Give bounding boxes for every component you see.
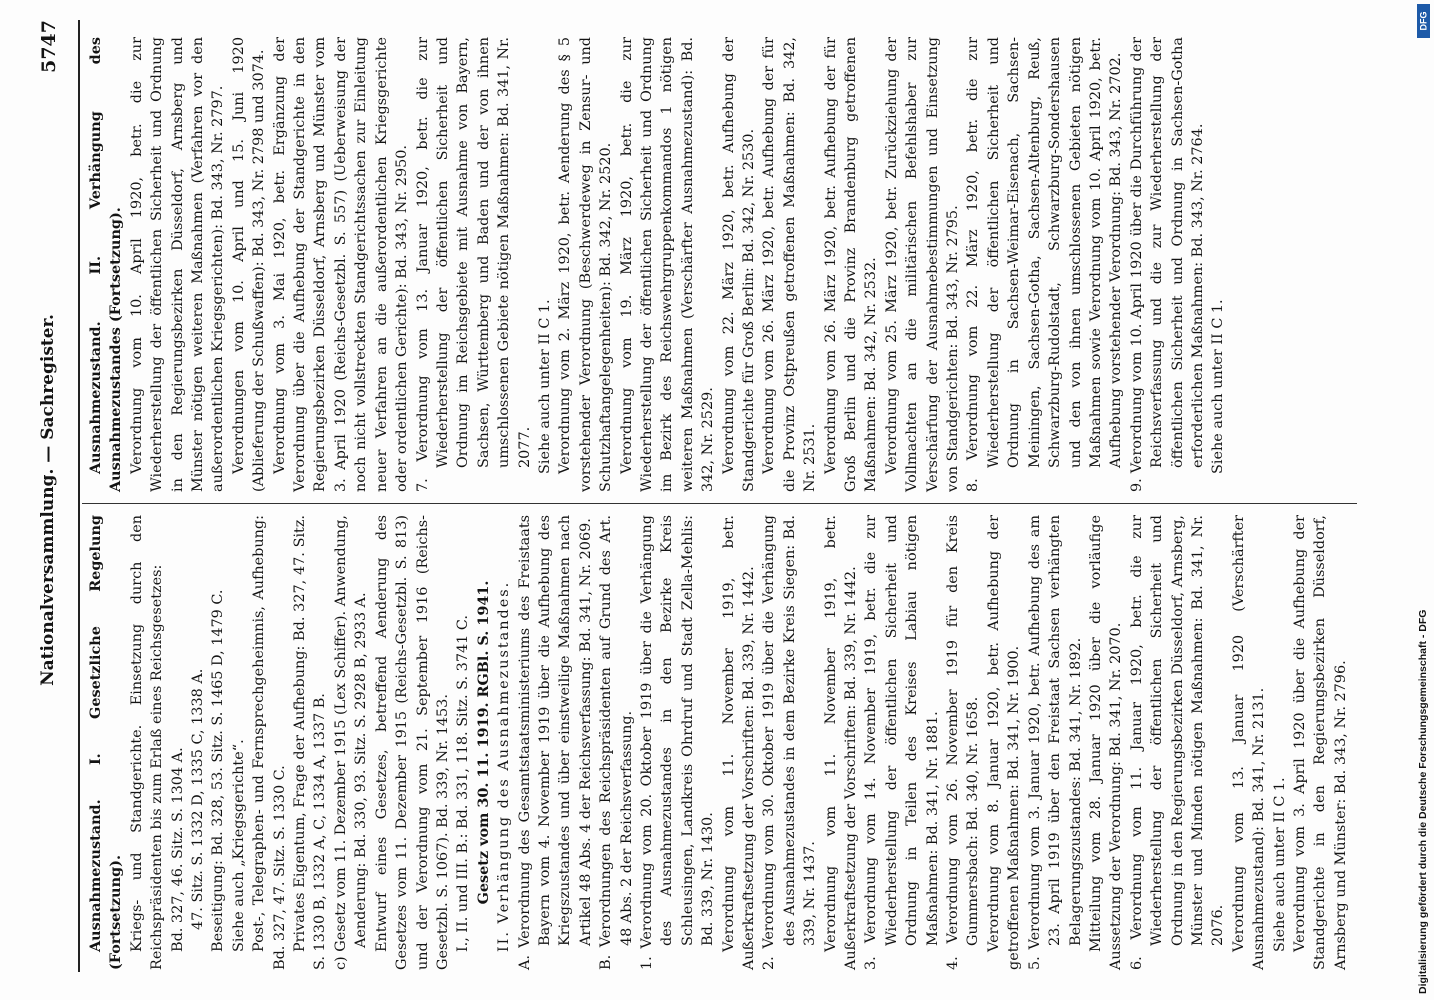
entry-text: Verordnung vom 2. März 1920, betr. Aenderung des § 5 vorstehender Verordnung (Beschwerdeweg in Zensur- und Schutzhaftangelegenheiten): Bd. 342, Nr. 2520. bbox=[557, 37, 615, 492]
entry-text: Verordnung vom 3. April 1920 über die Aufhebung der Standgerichte in den Regierungsbezirken Düsseldorf, Arnsberg und Münster: Bd. 343, Nr. 2796. bbox=[1291, 515, 1349, 970]
entry-text: Siehe auch „Kriegsgerichte“. bbox=[230, 739, 247, 952]
entry-text: Bd. 327, 46. Sitz. S. 1304 A. bbox=[169, 747, 186, 952]
entry-text: Verordnung vom 10. April 1920, betr. die zur Wiederherstellung der öffentlichen Sicherheit und Ordnung in den Regierungsbezirken Düsseldorf, Arnsberg und Münster nötigen weiteren Maßnahmen (Verfahren vor den außerordentlichen Kriegsgerichten): Bd. 343, Nr. 2797. bbox=[128, 37, 227, 492]
entry-text: 3. Verordnung vom 14. November 1919, betr. die zur Wiederherstellung der öffentlichen Sicherheit und Ordnung in Teilen des Kreises Labiau nötigen Maßnahmen: Bd. 341, Nr. 1881. bbox=[863, 515, 941, 970]
entry-text: Verordnung vom 11. November 1919, betr. Außerkraftsetzung der Vorschriften: Bd. 339, Nr. 1442. bbox=[720, 515, 757, 970]
entry-text: c) Gesetz vom 11. Dezember 1915 (Lex Schiffer). Anwendung, Aenderung: Bd. 330, 93. Sitz. S. 2928 B, 2933 A. bbox=[332, 515, 370, 970]
entry-text: Privates Eigentum, Frage der Aufhebung: Bd. 327, 47. Sitz. S. 1330 B, 1332 A, C, 1334 A, 1337 B. bbox=[292, 515, 329, 970]
section-heading: Ausnahmezustand. I. Gesetzliche Regelung (Fortsetzung). bbox=[87, 515, 125, 970]
entry-text: Mitteilung vom 28. Januar 1920 über die vorläufige Aussetzung der Verordnung: Bd. 341, Nr. 2070. bbox=[1087, 515, 1125, 970]
entry-text: Post-, Telegraphen- und Fernsprechgeheimnis, Aufhebung: Bd. 327, 47. Sitz. S. 1330 C. bbox=[251, 515, 288, 970]
entry-text: Verordnung vom 25. März 1920, betr. Zurückziehung der Vollmachten an die militärischen Befehlshaber zur Verschärfung der Ausnahmebestimmungen und Einsetzung von Standgerichten: Bd. 343, Nr. 2795. bbox=[883, 37, 962, 492]
digitization-credit: Digitalisierung gefördert durch die Deutsche Forschungsgemeinschaft - DFG bbox=[1417, 609, 1429, 994]
entry-text: Verordnung vom 19. März 1920, betr. die zur Wiederherstellung der öffentlichen Sicherheit und Ordnung im Bezirk des Reichswehrgruppenkommandos 1 nötigen weiteren Maßnahmen (Verschärfter Ausnahmezustand): Bd. 342, Nr. 2529. bbox=[618, 37, 717, 492]
column-divider bbox=[82, 503, 1357, 504]
entry-text: 6. Verordnung vom 11. Januar 1920, betr. die zur Wiederherstellung der öffentlichen Sicherheit und Ordnung in den Regierungsbezirken Düsseldorf, Arnsberg, Münster und Minden nötigen Maßnahmen: Bd. 341, Nr. 2076. bbox=[1128, 515, 1227, 970]
entry-text: Verordnung vom 13. Januar 1920 (Verschärfter Ausnahmezustand): Bd. 341, Nr. 2131. bbox=[1230, 515, 1268, 970]
entry-text: Beseitigung: Bd. 328, 53. Sitz. S. 1465 D, 1479 C. bbox=[210, 589, 227, 952]
entry-text: B. Verordnungen des Reichspräsidenten auf Grund des Art. 48 Abs. 2 der Reichsverfassung. bbox=[598, 515, 635, 970]
entry-text: Kriegs- und Standgerichte. Einsetzung durch den Reichspräsidenten bis zum Erlaß eines Reichsgesetzes: bbox=[128, 515, 166, 970]
entry-text: 5. Verordnung vom 3. Januar 1920, betr. Aufhebung des am 23. April 1919 über den Freistaat Sachsen verhängten Belagerungszustandes: Bd. 341, Nr. 1892. bbox=[1026, 515, 1084, 970]
left-column bbox=[86, 515, 1351, 970]
section-heading: Ausnahmezustand. II. Verhängung des Ausnahmezustandes (Fortsetzung). bbox=[87, 37, 125, 492]
entry-text: Verordnung vom 26. März 1920, betr. Aufhebung der für die Provinz Ostpreußen getroffenen Maßnahmen: Bd. 342, Nr. 2531. bbox=[761, 37, 819, 492]
entry-text: 9. Verordnung vom 10. April 1920 über die Durchführung der Reichsverfassung und die zur Wiederherstellung der öffentlichen Sicherheit und Ordnung in Sachsen-Gotha erforderlichen Maßnahmen: Bd. 343, Nr. 2764. bbox=[1128, 37, 1206, 492]
entry-text: Verordnungen vom 10. April und 15. Juni 1920 (Ablieferung der Schußwaffen): Bd. 343, Nr. 2798 und 3074. bbox=[230, 37, 268, 492]
right-column bbox=[86, 37, 1229, 492]
entry-text: Entwurf eines Gesetzes, betreffend Aenderung des Gesetzes vom 11. Dezember 1915 (Reichs-Gesetzbl. S. 813) und der Verordnung vom 21. September 1916 (Reichs-Gesetzbl. S. 1067). Bd. 339, Nr. 1453. bbox=[373, 515, 451, 970]
page-number: 5747 bbox=[38, 20, 60, 73]
entry-text: Verordnung vom 26. März 1920, betr. Aufhebung der für Groß Berlin und die Provinz Brandenburg getroffenen Maßnahmen: Bd. 342, Nr. 2532. bbox=[822, 37, 880, 492]
entry-text: Verordnung vom 8. Januar 1920, betr. Aufhebung der getroffenen Maßnahmen: Bd. 341, Nr. 1900. bbox=[985, 515, 1023, 970]
entry-text: Verordnung vom 3. Mai 1920, betr. Ergänzung der Verordnung über die Aufhebung der Standgerichte in den Regierungsbezirken Düsseldorf, Arnsberg und Münster vom 3. April 1920 (Reichs-Gesetzbl. S. 557) (Ueberweisung der noch nicht vollstreckten Standgerichtssachen zur Einleitung neuer Verfahren an die außerordentlichen Kriegsgerichte oder ordentlichen Gerichte): Bd. 343, Nr. 2950. bbox=[271, 37, 411, 492]
entry-text: 47. Sitz. S. 1332 D, 1335 C, 1338 A. bbox=[190, 668, 207, 930]
entry-text: Verordnung vom 22. März 1920, betr. Aufhebung der Standgerichte für Groß Berlin: Bd. 342, Nr. 2530. bbox=[720, 37, 757, 492]
running-header: Nationalversammlung. — Sachregister. bbox=[38, 314, 58, 686]
entry-text: Siehe auch unter II C 1. bbox=[1210, 299, 1227, 474]
header-rule bbox=[78, 20, 80, 972]
entry-text: Siehe auch unter II C 1. bbox=[1271, 777, 1288, 952]
entry-text: 4. Verordnung vom 26. November 1919 für den Kreis Gummersbach: Bd. 340, Nr. 1658. bbox=[945, 515, 982, 970]
law-reference: Gesetz vom 30. 11. 1919. RGBl. S. 1941. bbox=[474, 580, 492, 905]
entry-text: 8. Verordnung vom 22. März 1920, betr. die zur Wiederherstellung der öffentlichen Sicherheit und Ordnung in Sachsen-Weimar-Eisenach, Sachsen-Meiningen, Sachsen-Gotha, Sachsen-Altenburg, Reuß, Schwarzburg-Rudolstadt, Schwarzburg-Sondershausen und den von ihnen umschlossenen Gebieten nötigen Maßnahmen sowie Verordnung vom 10. April 1920, betr. Aufhebung vorstehender Verordnung: Bd. 343, Nr. 2702. bbox=[965, 37, 1125, 492]
subsection-heading: II. Verhängung des Ausnahmezustandes. bbox=[496, 580, 513, 952]
entry-text: 7. Verordnung vom 13. Januar 1920, betr. die zur Wiederherstellung der öffentlichen Sicherheit und Ordnung im Reichsgebiete mit Ausnahme von Bayern, Sachsen, Württemberg und Baden und der von ihnen umschlossenen Gebiete nötigen Maßnahmen: Bd. 341, Nr. 2077. bbox=[414, 37, 533, 492]
entry-text: 1. Verordnung vom 20. Oktober 1919 über die Verhängung des Ausnahmezustandes in den Bezirke Kreis Schleusingen, Landkreis Ohrdruf und Stadt Zella-Mehlis: Bd. 339, Nr. 1430. bbox=[638, 515, 717, 970]
entry-text: Siehe auch unter II C 1. bbox=[536, 299, 553, 474]
entry-text: A. Verordnung des Gesamtstaatsministeriums des Freistaats Bayern vom 4. November 1919 über die Aufhebung des Kriegszustandes und über einstweilige Maßnahmen nach Artikel 48 Abs. 4 der Reichsverfassung: Bd. 341, Nr. 2069. bbox=[516, 515, 594, 970]
entry-text: I., II. und III. B.: Bd. 331, 118. Sitz. S. 3741 C. bbox=[455, 615, 472, 952]
logo-text: DFG bbox=[1418, 11, 1429, 31]
entry-text: Verordnung vom 11. November 1919, betr. Außerkraftsetzung der Vorschriften: Bd. 339, Nr. 1442. bbox=[822, 515, 860, 970]
entry-text: 2. Verordnung vom 30. Oktober 1919 über die Verhängung des Ausnahmezustandes in dem Bezirke Kreis Siegen: Bd. 339, Nr. 1437. bbox=[761, 515, 819, 970]
